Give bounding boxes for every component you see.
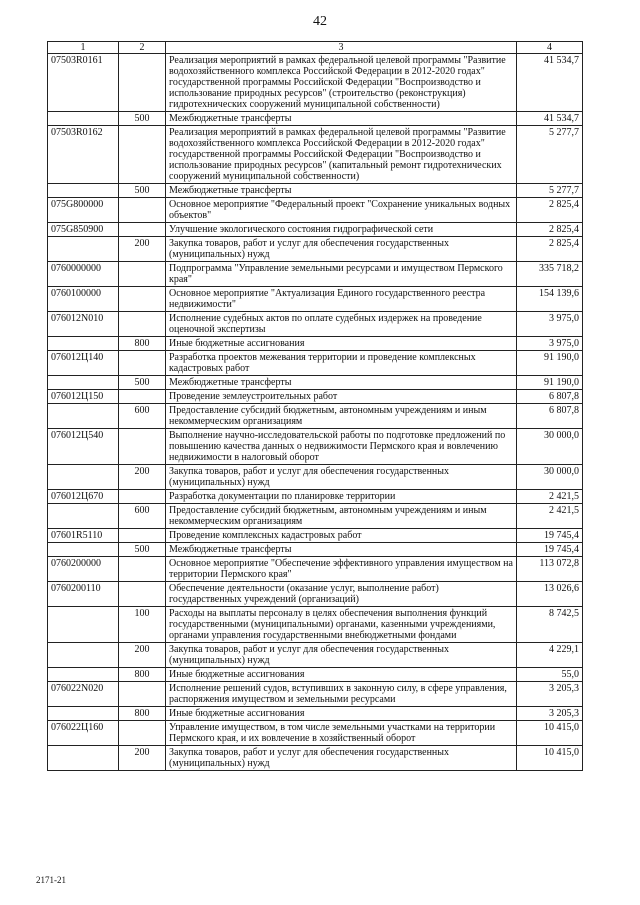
row-name: Реализация мероприятий в рамках федеральной целевой программы "Развитие водохозяйственного комплекса Российской Федерации в 2012-2020 годах" государственной программы Российской Федерации "Воспроизводство и использование природных ресурсов" (капитальный ремонт гидротехнических сооружений муниципальной собственности) (166, 126, 517, 184)
table-row (48, 312, 583, 337)
row-expense-type: 200 (119, 746, 166, 771)
table-row (48, 287, 583, 312)
table-header-row (48, 42, 583, 54)
row-expense-type (119, 287, 166, 312)
header-col-1: 1 (48, 42, 119, 54)
table-row (48, 643, 583, 668)
row-name: Исполнение судебных актов по оплате судебных издержек на проведение оценочной экспертизы (166, 312, 517, 337)
row-amount: 4 229,1 (517, 643, 583, 668)
row-expense-type (119, 529, 166, 543)
table-row (48, 607, 583, 643)
row-code (48, 376, 119, 390)
row-expense-type (119, 54, 166, 112)
row-name: Межбюджетные трансферты (166, 376, 517, 390)
row-code (48, 504, 119, 529)
row-name: Межбюджетные трансферты (166, 543, 517, 557)
row-name: Обеспечение деятельности (оказание услуг, выполнение работ) государственных учреждений (организаций) (166, 582, 517, 607)
row-code: 076012N010 (48, 312, 119, 337)
row-expense-type (119, 198, 166, 223)
row-code (48, 643, 119, 668)
row-name: Выполнение научно-исследовательской работы по подготовке предложений по повышению качества данных о недвижимости Пермского края и вовлечению недвижимости в налоговый оборот (166, 429, 517, 465)
table-row (48, 529, 583, 543)
row-name: Разработка документации по планировке территории (166, 490, 517, 504)
row-amount: 2 825,4 (517, 237, 583, 262)
row-amount: 335 718,2 (517, 262, 583, 287)
row-code: 0760000000 (48, 262, 119, 287)
row-expense-type (119, 262, 166, 287)
row-code (48, 237, 119, 262)
table-row (48, 465, 583, 490)
row-expense-type: 600 (119, 404, 166, 429)
row-expense-type: 100 (119, 607, 166, 643)
row-amount: 41 534,7 (517, 112, 583, 126)
table-row (48, 351, 583, 376)
row-amount: 19 745,4 (517, 529, 583, 543)
row-code: 076022Ц160 (48, 721, 119, 746)
row-name: Основное мероприятие "Федеральный проект "Сохранение уникальных водных объектов" (166, 198, 517, 223)
row-code (48, 607, 119, 643)
row-code: 075G850900 (48, 223, 119, 237)
row-amount: 6 807,8 (517, 404, 583, 429)
row-code: 07503R0162 (48, 126, 119, 184)
header-col-4: 4 (517, 42, 583, 54)
row-code (48, 112, 119, 126)
table-row (48, 223, 583, 237)
row-code: 076012Ц670 (48, 490, 119, 504)
row-name: Предоставление субсидий бюджетным, автономным учреждениям и иным некоммерческим организациям (166, 504, 517, 529)
row-expense-type: 500 (119, 184, 166, 198)
row-name: Подпрограмма "Управление земельными ресурсами и имуществом Пермского края" (166, 262, 517, 287)
row-code (48, 707, 119, 721)
row-expense-type (119, 557, 166, 582)
row-amount: 2 421,5 (517, 504, 583, 529)
table-row (48, 668, 583, 682)
row-amount: 3 205,3 (517, 707, 583, 721)
row-expense-type (119, 312, 166, 337)
row-name: Закупка товаров, работ и услуг для обеспечения государственных (муниципальных) нужд (166, 746, 517, 771)
row-expense-type: 200 (119, 237, 166, 262)
row-expense-type (119, 682, 166, 707)
table-row (48, 198, 583, 223)
row-amount: 2 421,5 (517, 490, 583, 504)
row-amount: 8 742,5 (517, 607, 583, 643)
row-expense-type (119, 390, 166, 404)
row-code: 0760200000 (48, 557, 119, 582)
budget-table (47, 41, 583, 771)
row-code (48, 543, 119, 557)
row-expense-type: 200 (119, 465, 166, 490)
table-row (48, 557, 583, 582)
row-code: 0760100000 (48, 287, 119, 312)
row-code: 0760200110 (48, 582, 119, 607)
table-row (48, 682, 583, 707)
table-row (48, 504, 583, 529)
row-amount: 55,0 (517, 668, 583, 682)
row-amount: 2 825,4 (517, 198, 583, 223)
table-row (48, 337, 583, 351)
row-name: Межбюджетные трансферты (166, 112, 517, 126)
table-row (48, 582, 583, 607)
table-row (48, 262, 583, 287)
row-name: Закупка товаров, работ и услуг для обеспечения государственных (муниципальных) нужд (166, 237, 517, 262)
row-amount: 3 975,0 (517, 337, 583, 351)
row-name: Основное мероприятие "Актуализация Единого государственного реестра недвижимости" (166, 287, 517, 312)
row-expense-type (119, 721, 166, 746)
row-name: Проведение землеустроительных работ (166, 390, 517, 404)
row-expense-type: 800 (119, 707, 166, 721)
header-col-2: 2 (119, 42, 166, 54)
row-amount: 10 415,0 (517, 746, 583, 771)
row-amount: 41 534,7 (517, 54, 583, 112)
row-code: 07503R0161 (48, 54, 119, 112)
row-amount: 30 000,0 (517, 429, 583, 465)
row-amount: 3 975,0 (517, 312, 583, 337)
row-name: Основное мероприятие "Обеспечение эффективного управления имуществом на территории Пермского края" (166, 557, 517, 582)
table-row (48, 184, 583, 198)
row-expense-type (119, 582, 166, 607)
table-row (48, 543, 583, 557)
row-code: 075G800000 (48, 198, 119, 223)
row-amount: 6 807,8 (517, 390, 583, 404)
row-expense-type (119, 490, 166, 504)
row-expense-type: 500 (119, 543, 166, 557)
row-name: Предоставление субсидий бюджетным, автономным учреждениям и иным некоммерческим организациям (166, 404, 517, 429)
row-expense-type: 200 (119, 643, 166, 668)
row-expense-type: 500 (119, 112, 166, 126)
footer-code: 2171-21 (36, 875, 66, 885)
table-row (48, 237, 583, 262)
row-name: Иные бюджетные ассигнования (166, 707, 517, 721)
table-row (48, 707, 583, 721)
row-name: Иные бюджетные ассигнования (166, 337, 517, 351)
row-code (48, 404, 119, 429)
row-code (48, 184, 119, 198)
row-code (48, 337, 119, 351)
row-code (48, 465, 119, 490)
table-row (48, 376, 583, 390)
row-name: Улучшение экологического состояния гидрографической сети (166, 223, 517, 237)
table-row (48, 721, 583, 746)
row-amount: 5 277,7 (517, 126, 583, 184)
table-row (48, 429, 583, 465)
row-amount: 30 000,0 (517, 465, 583, 490)
row-name: Иные бюджетные ассигнования (166, 668, 517, 682)
row-code: 076022N020 (48, 682, 119, 707)
table-body (48, 54, 583, 771)
table-row (48, 54, 583, 112)
table-row (48, 746, 583, 771)
row-name: Проведение комплексных кадастровых работ (166, 529, 517, 543)
row-expense-type: 800 (119, 337, 166, 351)
row-name: Исполнение решений судов, вступивших в законную силу, в сфере управления, распоряжения имуществом и земельными ресурсами (166, 682, 517, 707)
row-code (48, 668, 119, 682)
row-code: 076012Ц540 (48, 429, 119, 465)
row-name: Разработка проектов межевания территории и проведение комплексных кадастровых работ (166, 351, 517, 376)
row-code (48, 746, 119, 771)
table-row (48, 490, 583, 504)
row-expense-type: 600 (119, 504, 166, 529)
row-amount: 10 415,0 (517, 721, 583, 746)
row-name: Закупка товаров, работ и услуг для обеспечения государственных (муниципальных) нужд (166, 465, 517, 490)
row-expense-type (119, 429, 166, 465)
row-expense-type (119, 223, 166, 237)
row-amount: 154 139,6 (517, 287, 583, 312)
row-expense-type: 500 (119, 376, 166, 390)
table-row (48, 404, 583, 429)
row-amount: 91 190,0 (517, 351, 583, 376)
table-row (48, 126, 583, 184)
row-amount: 5 277,7 (517, 184, 583, 198)
table-row (48, 112, 583, 126)
row-amount: 3 205,3 (517, 682, 583, 707)
row-amount: 19 745,4 (517, 543, 583, 557)
row-code: 076012Ц140 (48, 351, 119, 376)
row-amount: 91 190,0 (517, 376, 583, 390)
row-name: Расходы на выплаты персоналу в целях обеспечения выполнения функций государственными (муниципальными) органами, казенными учреждениями, органами управления государственными внебюджетными фондами (166, 607, 517, 643)
page-number: 42 (313, 14, 327, 29)
row-name: Реализация мероприятий в рамках федеральной целевой программы "Развитие водохозяйственного комплекса Российской Федерации в 2012-2020 годах" государственной программы Российской Федерации "Воспроизводство и использование природных ресурсов" (строительство (реконструкция) гидротехнических сооружений муниципальной собственности) (166, 54, 517, 112)
table-row (48, 390, 583, 404)
row-name: Закупка товаров, работ и услуг для обеспечения государственных (муниципальных) нужд (166, 643, 517, 668)
row-amount: 2 825,4 (517, 223, 583, 237)
row-expense-type: 800 (119, 668, 166, 682)
row-amount: 13 026,6 (517, 582, 583, 607)
row-expense-type (119, 126, 166, 184)
row-name: Межбюджетные трансферты (166, 184, 517, 198)
row-name: Управление имуществом, в том числе земельными участками на территории Пермского края, и их вовлечение в хозяйственный оборот (166, 721, 517, 746)
row-amount: 113 072,8 (517, 557, 583, 582)
row-code: 07601R5110 (48, 529, 119, 543)
row-code: 076012Ц150 (48, 390, 119, 404)
row-expense-type (119, 351, 166, 376)
header-col-3: 3 (166, 42, 517, 54)
